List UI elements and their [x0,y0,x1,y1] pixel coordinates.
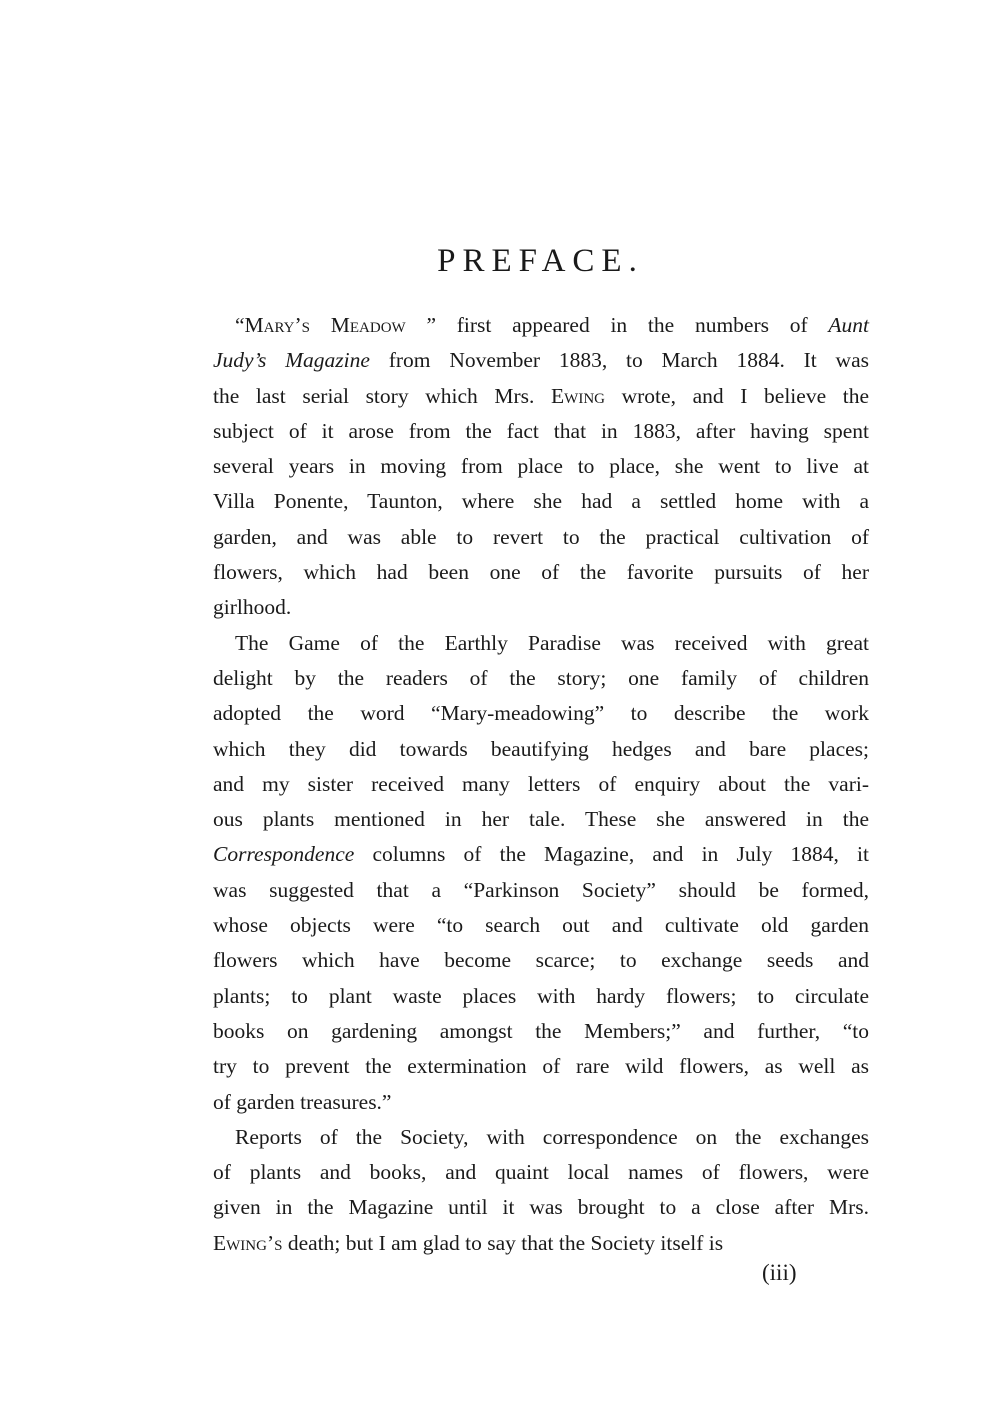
text-line [213,1049,869,1084]
text-line [213,343,869,378]
text-run: which they did towards beautifying hedges and bare places; [213,736,869,761]
paragraph [213,626,869,1120]
small-caps-run: Ewing [551,383,605,408]
text-line [213,379,869,414]
text-line [213,1190,869,1225]
text-run: of plants and books, and quaint local names of flowers, were [213,1160,869,1185]
text-run: of garden treasures.” [213,1089,392,1114]
text-line [213,626,869,661]
text-run: The Game of the Earthly Paradise was received with great [235,630,869,655]
text-line [213,590,869,625]
text-line [213,802,869,837]
text-run: wrote, and I believe the [604,383,870,408]
text-run: subject of it arose from the fact that in 1883, after having spent [213,418,869,443]
text-line [213,873,869,908]
text-run: given in the Magazine until it was brought to a close after Mrs. [213,1195,869,1220]
text-run: whose objects were “to search out and cultivate old garden [213,913,869,938]
text-line [213,520,869,555]
text-line [213,414,869,449]
text-run: “ [235,313,245,337]
text-line [213,1155,869,1190]
text-run: and my sister received many letters of enquiry about the vari- [213,771,869,796]
text-run: the last serial story which Mrs. [213,383,552,408]
text-line [213,1226,869,1261]
text-line [213,732,869,767]
text-line [213,555,869,590]
italic-run: Judy’s Magazine [213,348,370,373]
text-line [213,1014,869,1049]
page-title: PREFACE. [437,243,644,279]
text-line [213,767,869,802]
text-line [213,908,869,943]
text-line [213,661,869,696]
text-run: from November 1883, to March 1884. It was [369,348,869,373]
text-run: Villa Ponente, Taunton, where she had a settled home with a [213,489,869,514]
text-run: flowers which have become scarce; to exchange seeds and [213,948,869,973]
text-run: try to prevent the extermination of rare wild flowers, as well as [213,1054,869,1079]
text-run: plants; to plant waste places with hardy flowers; to circulate [213,983,869,1008]
italic-run: Aunt [828,313,869,337]
text-line [213,1120,869,1155]
small-caps-run: Mary’s Meadow [244,313,406,337]
text-line [213,449,869,484]
small-caps-run: Ewing’s [213,1230,283,1255]
text-line [213,696,869,731]
text-run: columns of the Magazine, and in July 1884, it [354,842,869,867]
paragraph [213,308,869,626]
text-run: delight by the readers of the story; one family of children [213,665,869,690]
text-line [213,484,869,519]
text-run: ” first appeared in the numbers of [405,313,829,337]
text-run: Reports of the Society, with correspondence on the exchanges [235,1124,869,1149]
page-number: (iii) [762,1260,797,1285]
text-line [213,837,869,872]
text-line [213,1085,869,1120]
text-line [213,308,869,343]
text-line [213,943,869,978]
text-line [213,979,869,1014]
italic-run: Correspondence [213,842,355,867]
paragraph [213,1120,869,1261]
text-run: flowers, which had been one of the favorite pursuits of her [213,560,869,585]
text-run: garden, and was able to revert to the practical cultivation of [213,524,869,549]
preface-body [213,308,869,1261]
text-run: several years in moving from place to place, she went to live at [213,454,869,479]
text-run: adopted the word “Mary-meadowing” to describe the work [213,701,869,726]
text-run: ous plants mentioned in her tale. These she answered in the [213,807,869,832]
text-run: was suggested that a “Parkinson Society” should be formed, [213,877,869,902]
text-run: books on gardening amongst the Members;” and further, “to [213,1018,869,1043]
text-run: death; but I am glad to say that the Society itself is [282,1230,724,1255]
text-run: girlhood. [213,595,292,620]
